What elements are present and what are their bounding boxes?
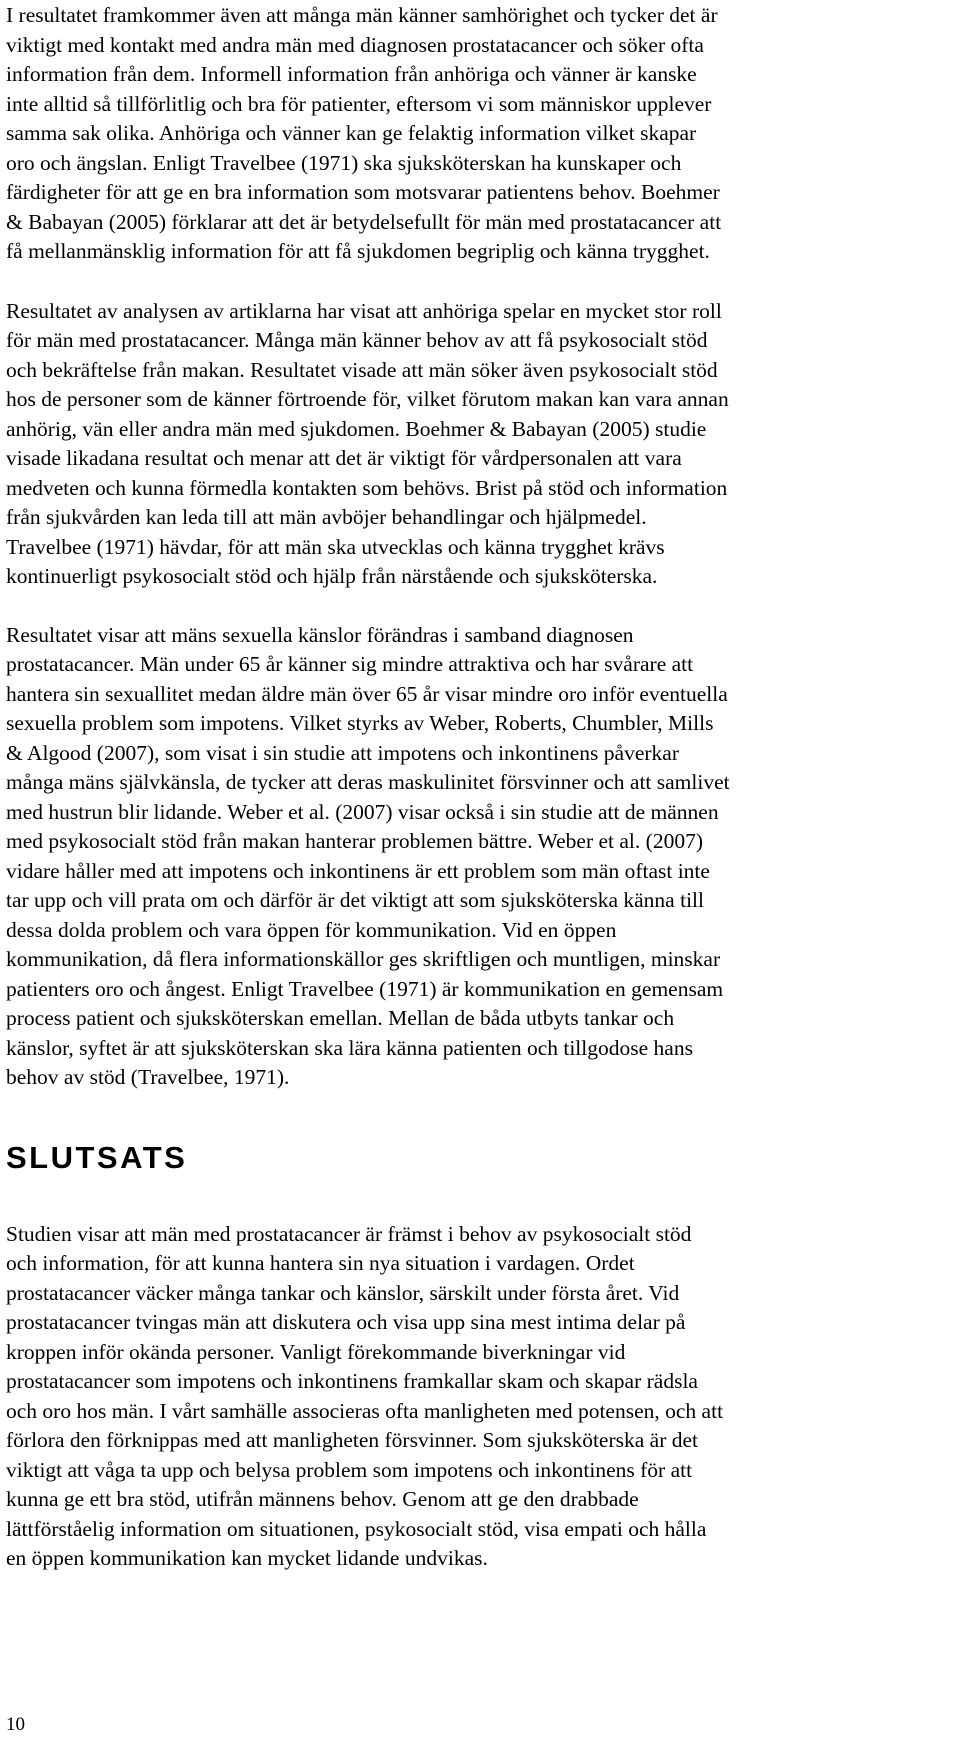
text-line: & Babayan (2005) förklarar att det är betydelsefullt för män med prostatacancer att — [6, 209, 722, 234]
text-line: lättförståelig information om situationen, psykosocialt stöd, visa empati och hålla — [6, 1516, 707, 1541]
text-line: Resultatet visar att mäns sexuella känslor förändras i samband diagnosen — [6, 622, 634, 647]
text-line: med psykosocialt stöd från makan hanterar problemen bättre. Weber et al. (2007) — [6, 829, 703, 853]
document-page — [6, 0, 946, 1574]
text-line: sexuella problem som impotens. Vilket styrks av Weber, Roberts, Chumbler, Mills — [6, 711, 714, 735]
text-line: Resultatet av analysen av artiklarna har visat att anhöriga spelar en mycket stor roll — [6, 298, 722, 323]
text-line: och bekräftelse från makan. Resultatet visade att män söker även psykosocialt stöd — [6, 357, 718, 382]
text-line: dessa dolda problem och vara öppen för kommunikation. Vid en öppen — [6, 917, 617, 942]
text-line: för män med prostatacancer. Många män känner behov av att få psykosocialt stöd — [6, 328, 708, 352]
text-line: viktigt med kontakt med andra män med diagnosen prostatacancer och söker ofta — [6, 32, 704, 57]
text-line: kunna ge ett bra stöd, utifrån männens behov. Genom att ge den drabbade — [6, 1487, 639, 1511]
text-line: behov av stöd (Travelbee, 1971). — [6, 1065, 290, 1089]
paragraph-2 — [6, 297, 946, 592]
text-line: viktigt att våga ta upp och belysa problem som impotens och inkontinens för att — [6, 1457, 693, 1482]
text-line: med hustrun blir lidande. Weber et al. (2007) visar också i sin studie att de männen — [6, 799, 719, 824]
text-line: prostatacancer tvingas män att diskutera och visa upp sina mest intima delar på — [6, 1310, 686, 1334]
text-line: Travelbee (1971) hävdar, för att män ska utvecklas och känna trygghet krävs — [6, 534, 665, 559]
text-line: en öppen kommunikation kan mycket lidande undvikas. — [6, 1546, 488, 1570]
text-line: prostatacancer väcker många tankar och känslor, särskilt under första året. Vid — [6, 1280, 680, 1305]
text-line: process patient och sjuksköterskan emellan. Mellan de båda utbyts tankar och — [6, 1006, 675, 1030]
text-line: anhörig, vän eller andra män med sjukdomen. Boehmer & Babayan (2005) studie — [6, 416, 707, 441]
text-line: få mellanmänsklig information för att få sjukdomen begriplig och känna trygghet. — [6, 239, 710, 263]
text-line: & Algood (2007), som visat i sin studie att impotens och inkontinens påverkar — [6, 740, 679, 765]
text-line: förlora den förknippas med att manligheten försvinner. Som sjuksköterska är det — [6, 1428, 699, 1452]
text-line: vidare håller med att impotens och inkontinens är ett problem som män oftast inte — [6, 858, 710, 883]
text-line: Studien visar att män med prostatacancer är främst i behov av psykosocialt stöd — [6, 1221, 692, 1246]
text-line: visade likadana resultat och menar att det är viktigt för vårdpersonalen att vara — [6, 446, 682, 470]
text-line: prostatacancer som impotens och inkontinens framkallar skam och skapar rädsla — [6, 1369, 698, 1393]
text-line: tar upp och vill prata om och därför är det viktigt att som sjuksköterska känna till — [6, 888, 704, 912]
text-line: prostatacancer. Män under 65 år känner sig mindre attraktiva och har svårare att — [6, 652, 694, 676]
text-line: patienters oro och ångest. Enligt Travelbee (1971) är kommunikation en gemensam — [6, 976, 724, 1001]
text-line: hos de personer som de känner förtroende för, vilket förutom makan kan vara annan — [6, 387, 729, 411]
text-line: från sjukvården kan leda till att män avböjer behandlingar och hjälpmedel. — [6, 505, 647, 529]
text-line: och oro hos män. I vårt samhälle associeras ofta manligheten med potensen, och att — [6, 1398, 724, 1423]
text-line: kontinuerligt psykosocialt stöd och hjälp från närstående och sjuksköterska. — [6, 564, 658, 588]
conclusion-paragraph — [6, 1220, 946, 1574]
text-line: färdigheter för att ge en bra information som motsvarar patientens behov. Boehmer — [6, 180, 720, 204]
text-line: känslor, syftet är att sjuksköterskan ska lära känna patienten och tillgodose hans — [6, 1035, 693, 1060]
page-number: 10 — [6, 1714, 25, 1735]
text-line: hantera sin sexuallitet medan äldre män över 65 år visar mindre oro inför eventuella — [6, 681, 728, 706]
text-line: I resultatet framkommer även att många män känner samhörighet och tycker det är — [6, 3, 718, 27]
text-line: samma sak olika. Anhöriga och vänner kan ge felaktig information vilket skapar — [6, 121, 697, 145]
paragraph-1 — [6, 0, 946, 267]
text-line: många mäns självkänsla, de tycker att deras maskulinitet försvinner och att samlivet — [6, 770, 730, 794]
text-line: information från dem. Informell information från anhöriga och vänner är kanske — [6, 62, 697, 86]
paragraph-3 — [6, 621, 946, 1093]
text-line: kroppen inför okända personer. Vanligt förekommande biverkningar vid — [6, 1339, 626, 1364]
text-line: och information, för att kunna hantera sin nya situation i vardagen. Ordet — [6, 1251, 635, 1275]
text-line: kommunikation, då flera informationskällor ges skriftligen och muntligen, minskar — [6, 947, 721, 971]
text-line: medveten och kunna förmedla kontakten som behövs. Brist på stöd och information — [6, 475, 728, 500]
text-line: oro och ängslan. Enligt Travelbee (1971) ska sjuksköterskan ha kunskaper och — [6, 150, 682, 175]
text-line: inte alltid så tillförlitlig och bra för patienter, eftersom vi som människor upplever — [6, 91, 712, 116]
section-heading: SLUTSATS — [6, 1139, 188, 1175]
